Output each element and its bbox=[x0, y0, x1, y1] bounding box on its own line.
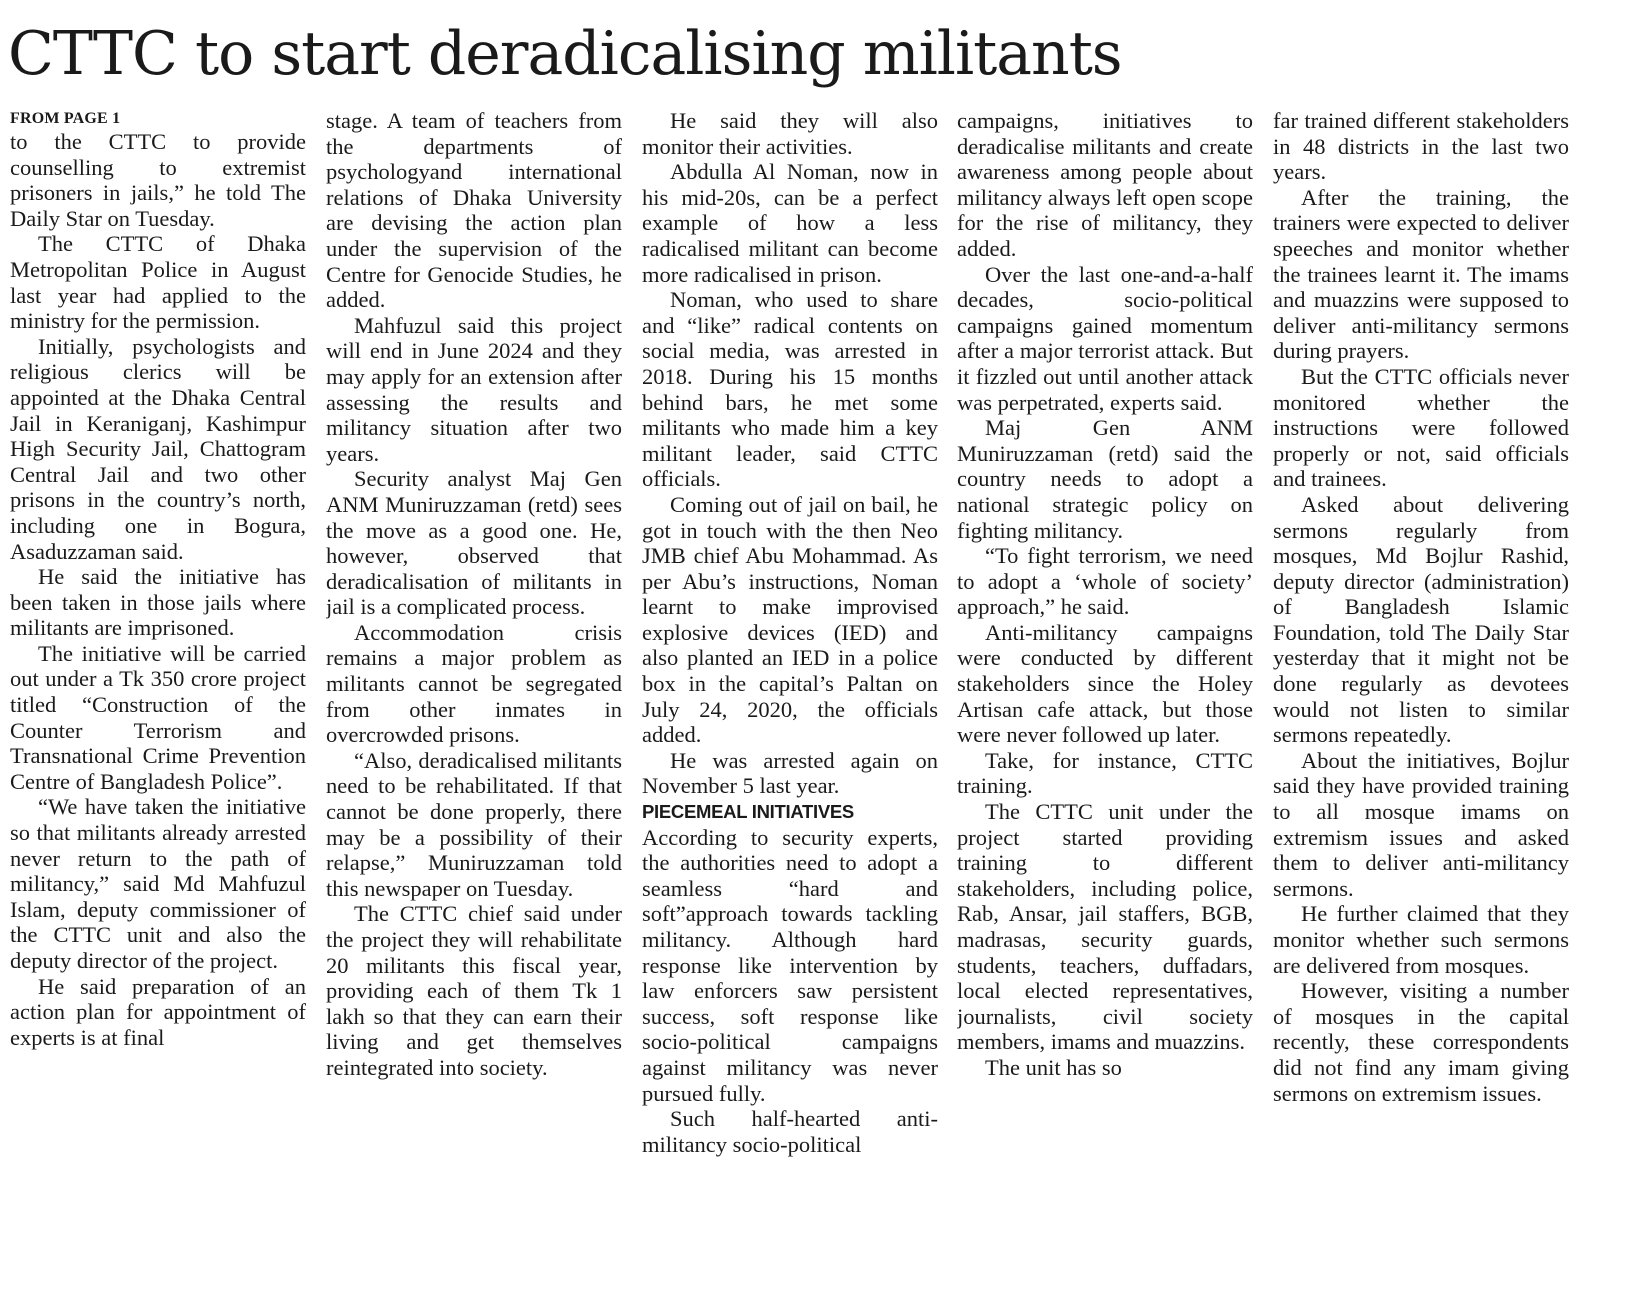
headline: CTTC to start deradicalising militants bbox=[8, 19, 1122, 89]
paragraph: He said they will also monitor their activities. bbox=[642, 108, 938, 159]
paragraph: The CTTC unit under the project started providing training to different stakeholders, including police, Rab, Ansar, jail staffers, BGB, madrasas, security guards, students, teachers, duffadars, local elected representatives, journalists, civil society members, imams and muazzins. bbox=[957, 799, 1253, 1055]
paragraph: Abdulla Al Noman, now in his mid-20s, can be a perfect example of how a less radicalised militant can become more radicalised in prison. bbox=[642, 159, 938, 287]
subheading: PIECEMEAL INITIATIVES bbox=[642, 801, 854, 823]
paragraph: The CTTC of Dhaka Metropolitan Police in August last year had applied to the ministry for the permission. bbox=[10, 231, 306, 334]
paragraph: Take, for instance, CTTC training. bbox=[957, 747, 1253, 799]
paragraph: Noman, who used to share and “like” radical contents on social media, was arrested in 2018. During his 15 months behind bars, he met some militants who made him a key militant leader, said CTTC officials. bbox=[642, 287, 938, 492]
paragraph: campaigns, initiatives to deradicalise militants and create awareness among people about militancy always left open scope for the rise of militancy, they added. bbox=[957, 108, 1253, 261]
paragraph: “To fight terrorism, we need to adopt a ‘whole of society’ approach,” he said. bbox=[957, 543, 1253, 620]
paragraph: Asked about delivering sermons regularly from mosques, Md Bojlur Rashid, deputy director (administration) of Bangladesh Islamic Foundation, told The Daily Star yesterday that it might not be done regularly as devotees would not listen to similar sermons repeatedly. bbox=[1273, 491, 1569, 748]
paragraph: The initiative will be carried out under a Tk 350 crore project titled “Construction of the Counter Terrorism and Transnational Crime Prevention Centre of Bangladesh Police”. bbox=[10, 640, 306, 794]
article-column-3 bbox=[642, 108, 938, 1288]
paragraph: He was arrested again on November 5 last year. bbox=[642, 747, 938, 799]
paragraph: About the initiatives, Bojlur said they have provided training to all mosque imams on extremism issues and asked them to deliver anti-militancy sermons. bbox=[1273, 747, 1569, 901]
paragraph: stage. A team of teachers from the departments of psychologyand international relations of Dhaka University are devising the action plan under the supervision of the Centre for Genocide Studies, he added. bbox=[326, 108, 622, 313]
paragraph: Over the last one-and-a-half decades, socio-political campaigns gained momentum after a major terrorist attack. But it fizzled out until another attack was perpetrated, experts said. bbox=[957, 261, 1253, 415]
article-column-5 bbox=[1273, 108, 1569, 1288]
paragraph: Anti-militancy campaigns were conducted by different stakeholders since the Holey Artisan cafe attack, but those were never followed up later. bbox=[957, 619, 1253, 748]
paragraph: “Also, deradicalised militants need to be rehabilitated. If that cannot be done properly, there may be a possibility of their relapse,” Muniruzzaman told this newspaper on Tuesday. bbox=[326, 747, 622, 901]
paragraph: far trained different stakeholders in 48 districts in the last two years. bbox=[1273, 108, 1569, 185]
paragraph: The CTTC chief said under the project they will rehabilitate 20 militants this fiscal year, providing each of them Tk 1 lakh so that they can earn their living and get themselves reintegrated into society. bbox=[326, 901, 622, 1080]
paragraph: However, visiting a number of mosques in the capital recently, these correspondents did not find any imam giving sermons on extremism issues. bbox=[1273, 978, 1569, 1106]
paragraph: He further claimed that they monitor whether such sermons are delivered from mosques. bbox=[1273, 901, 1569, 978]
paragraph: The unit has so bbox=[985, 1054, 1122, 1080]
paragraph: But the CTTC officials never monitored whether the instructions were followed properly or not, said officials and trainees. bbox=[1273, 363, 1569, 492]
article-column-1 bbox=[10, 108, 306, 1288]
paragraph: He said preparation of an action plan for appointment of experts is at final bbox=[10, 973, 306, 1050]
paragraph: to the CTTC to provide counselling to extremist prisoners in jails,” he told The Daily Star on Tuesday. bbox=[10, 129, 306, 231]
paragraph: Initially, psychologists and religious clerics will be appointed at the Dhaka Central Jail in Keraniganj, Kashimpur High Security Jail, Chattogram Central Jail and two other prisons in the country’s north, including one in Bogura, Asaduzzaman said. bbox=[10, 333, 306, 564]
paragraph: “We have taken the initiative so that militants already arrested never return to the path of militancy,” said Md Mahfuzul Islam, deputy commissioner of the CTTC unit and also the deputy director of the project. bbox=[10, 794, 306, 973]
paragraph: After the training, the trainers were expected to deliver speeches and monitor whether the trainees learnt it. The imams and muazzins were supposed to deliver anti-militancy sermons during prayers. bbox=[1273, 184, 1569, 364]
kicker: FROM PAGE 1 bbox=[10, 110, 121, 127]
paragraph: Coming out of jail on bail, he got in touch with the then Neo JMB chief Abu Mohammad. As per Abu’s instructions, Noman learnt to make improvised explosive devices (IED) and also planted an IED in a police box in the capital’s Paltan on July 24, 2020, the officials added. bbox=[642, 491, 938, 748]
paragraph: He said the initiative has been taken in those jails where militants are imprisoned. bbox=[10, 564, 306, 641]
paragraph: Mahfuzul said this project will end in June 2024 and they may apply for an extension after assessing the results and militancy situation after two years. bbox=[326, 312, 622, 466]
article-column-2 bbox=[326, 108, 622, 1288]
paragraph: Accommodation crisis remains a major problem as militants cannot be segregated from other inmates in overcrowded prisons. bbox=[326, 619, 622, 748]
paragraph: Security analyst Maj Gen ANM Muniruzzaman (retd) sees the move as a good one. He, however, observed that deradicalisation of militants in jail is a complicated process. bbox=[326, 466, 622, 620]
paragraph: According to security experts, the authorities need to adopt a seamless “hard and soft”approach towards tackling militancy. Although hard response like intervention by law enforcers saw persistent success, soft response like socio-political campaigns against militancy was never pursued fully. bbox=[642, 824, 938, 1106]
paragraph: Such half-hearted anti-militancy socio-political bbox=[642, 1106, 938, 1157]
article-column-4 bbox=[957, 108, 1253, 1288]
paragraph: Maj Gen ANM Muniruzzaman (retd) said the country needs to adopt a national strategic policy on fighting militancy. bbox=[957, 415, 1253, 543]
